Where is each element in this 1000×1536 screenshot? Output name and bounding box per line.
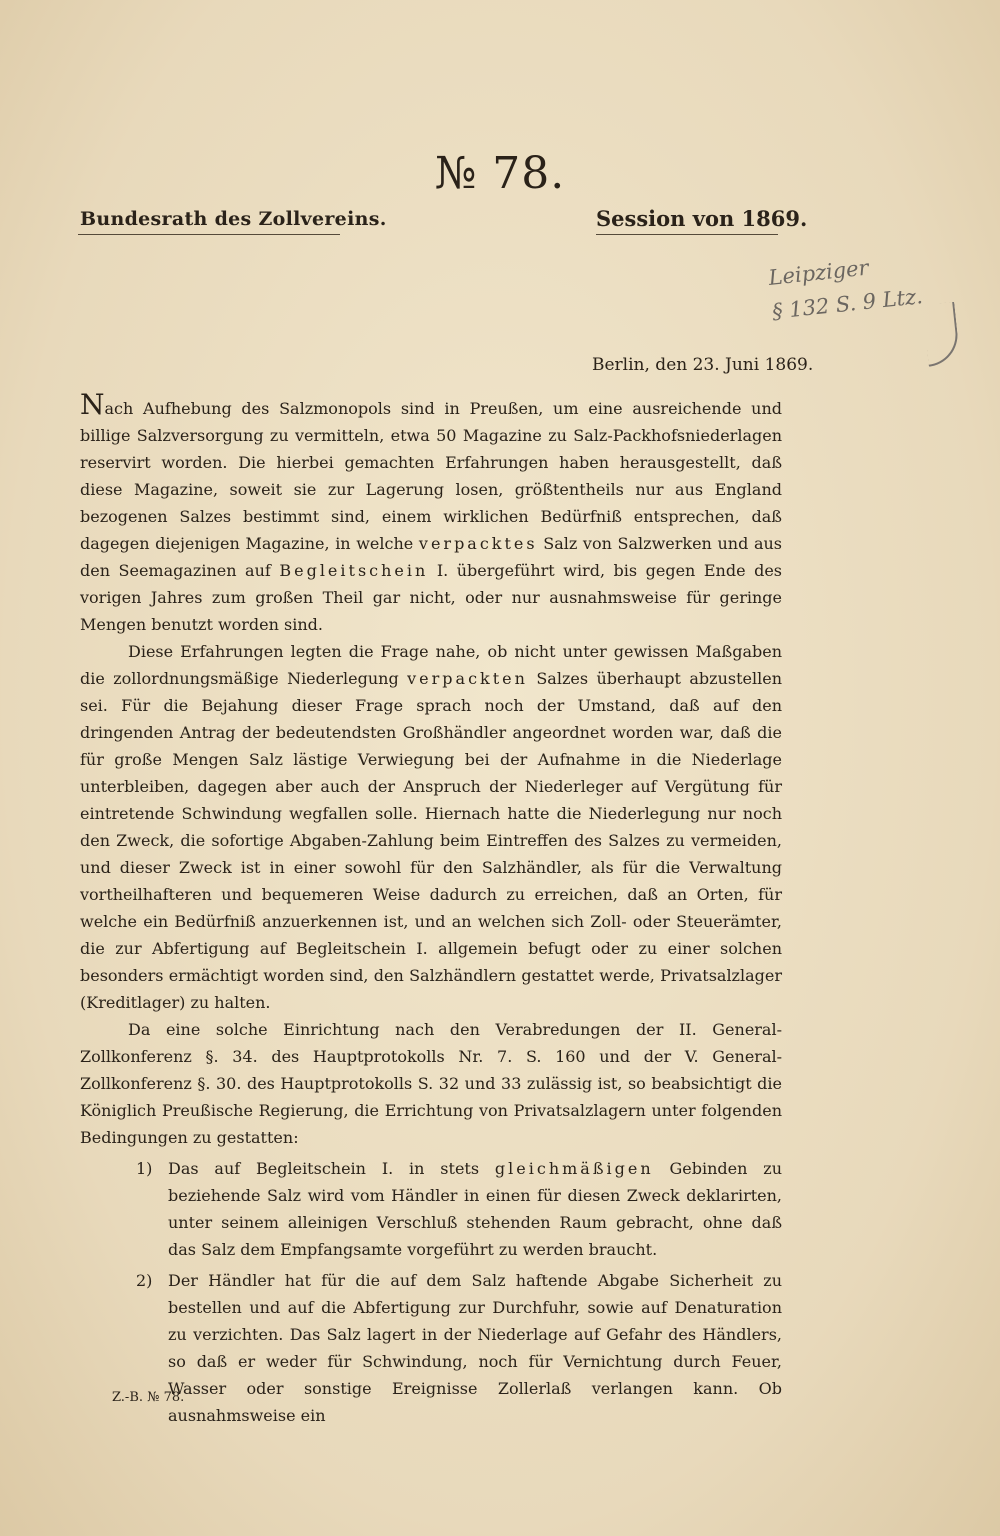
emphasis-verpackten: verpackten [407, 669, 528, 688]
paragraph-1-text-c: I. übergeführt wird, bis gegen Ende des vorigen Jahres zum großen Theil gar nicht, oder nur ausnahmsweise für geringe Mengen benutzt worden sind. [80, 561, 782, 634]
paragraph-2 [80, 638, 782, 1016]
footer-document-id: Z.-B. № 78. [112, 1390, 185, 1405]
heading-rule-left [78, 234, 340, 235]
body-text [80, 388, 783, 1429]
list-item-2 [80, 1267, 782, 1429]
emphasis-verpacktes: verpacktes [418, 534, 538, 553]
paragraph-2-text-a: Diese Erfahrungen legten die Frage nahe, ob nicht unter gewissen Maßgaben die zollordnungsmäßige Niederlegung [80, 642, 782, 688]
paragraph-1-text-a: ach Aufhebung des Salzmonopols sind in Preußen, um eine ausreichende und billige Salzversorgung zu vermitteln, etwa 50 Magazine zu Salz-Packhofsniederlagen reservirt worden. Die hierbei gemachten Erfahrungen haben herausgestellt, daß diese Magazine, soweit sie zur Lagerung losen, größtentheils nur aus England bezogenen Salzes bestimmt sind, einem wirklichen Bedürfniß entsprechen, daß dagegen diejenigen Magazine, in welche [80, 399, 782, 553]
paragraph-1 [80, 388, 783, 638]
dateline: Berlin, den 23. Juni 1869. [592, 355, 814, 375]
drop-cap: N [80, 388, 105, 421]
list-item-1-number: 1) [136, 1159, 153, 1178]
annotation-stroke [922, 302, 960, 367]
institution-heading: Bundesrath des Zollvereins. [80, 208, 387, 230]
document-number: № 78. [434, 148, 566, 199]
annotation-line-1: Leipziger [767, 255, 870, 290]
list-item-1 [80, 1155, 782, 1263]
list-item-1-text-a: Das auf Begleitschein I. in stets [168, 1159, 480, 1178]
emphasis-begleitschein: Begleitschein [279, 561, 429, 580]
paragraph-2-text-b: Salzes überhaupt abzustellen sei. Für die Bejahung dieser Frage sprach noch der Umstand, daß auf den dringenden Antrag der bedeutendsten Großhändler angeordnet worden war, daß die für große Mengen Salz lästige Verwiegung bei der Aufnahme in die Niederlage unterbleiben, dagegen aber auch der Anspruch der Niederleger auf Vergütung für eintretende Schwindung wegfallen solle. Hiernach hatte die Niederlegung nur noch den Zweck, die sofortige Abgaben-Zahlung beim Eintreffen des Salzes zu vermeiden, und dieser Zweck ist in einer sowohl für den Salzhändler, als für die Verwaltung vortheilhafteren und bequemeren Weise dadurch zu erreichen, daß an Orten, für welche ein Bedürfniß anzuerkennen ist, und an welchen sich Zoll- oder Steuerämter, die zur Abfertigung auf Begleitschein I. allgemein befugt oder zu einer solchen besonders ermächtigt worden sind, den Salzhändlern gestattet werde, Privatsalzlager (Kreditlager) zu halten. [80, 669, 783, 1012]
list-item-2-number: 2) [136, 1271, 153, 1290]
list-item-1-text-b: Gebinden zu beziehende Salz wird vom Händler in einen für diesen Zweck deklarirten, unter seinem alleinigen Verschluß stehenden Raum gebracht, ohne daß das Salz dem Empfangsamte vorgeführt zu werden braucht. [168, 1159, 782, 1259]
list-item-2-text: Der Händler hat für die auf dem Salz haftende Abgabe Sicherheit zu bestellen und auf die Abfertigung zur Durchfuhr, sowie auf Denaturation zu verzichten. Das Salz lagert in der Niederlage auf Gefahr des Händlers, so daß er weder für Schwindung, noch für Vernichtung durch Feuer, Wasser oder sonstige Ereignisse Zollerlaß verlangen kann. Ob ausnahmsweise ein [168, 1271, 782, 1425]
heading-rule-right [596, 234, 778, 235]
session-heading: Session von 1869. [596, 206, 808, 231]
paragraph-1-text-b: Salz von Salzwerken und aus den Seemagazinen auf [80, 534, 783, 580]
handwritten-annotation [767, 243, 943, 328]
annotation-line-2: § 132 S. 9 Ltz. [770, 284, 924, 324]
paragraph-3: Da eine solche Einrichtung nach den Verabredungen der II. General-Zollkonferenz §. 34. des Hauptprotokolls Nr. 7. S. 160 und der V. General-Zollkonferenz §. 30. des Hauptprotokolls S. 32 und 33 zulässig ist, so beabsichtigt die Königlich Preußische Regierung, die Errichtung von Privatsalzlagern unter folgenden Bedingungen zu gestatten: [80, 1020, 782, 1147]
emphasis-gleichmaessigen: gleichmäßigen [494, 1159, 654, 1178]
